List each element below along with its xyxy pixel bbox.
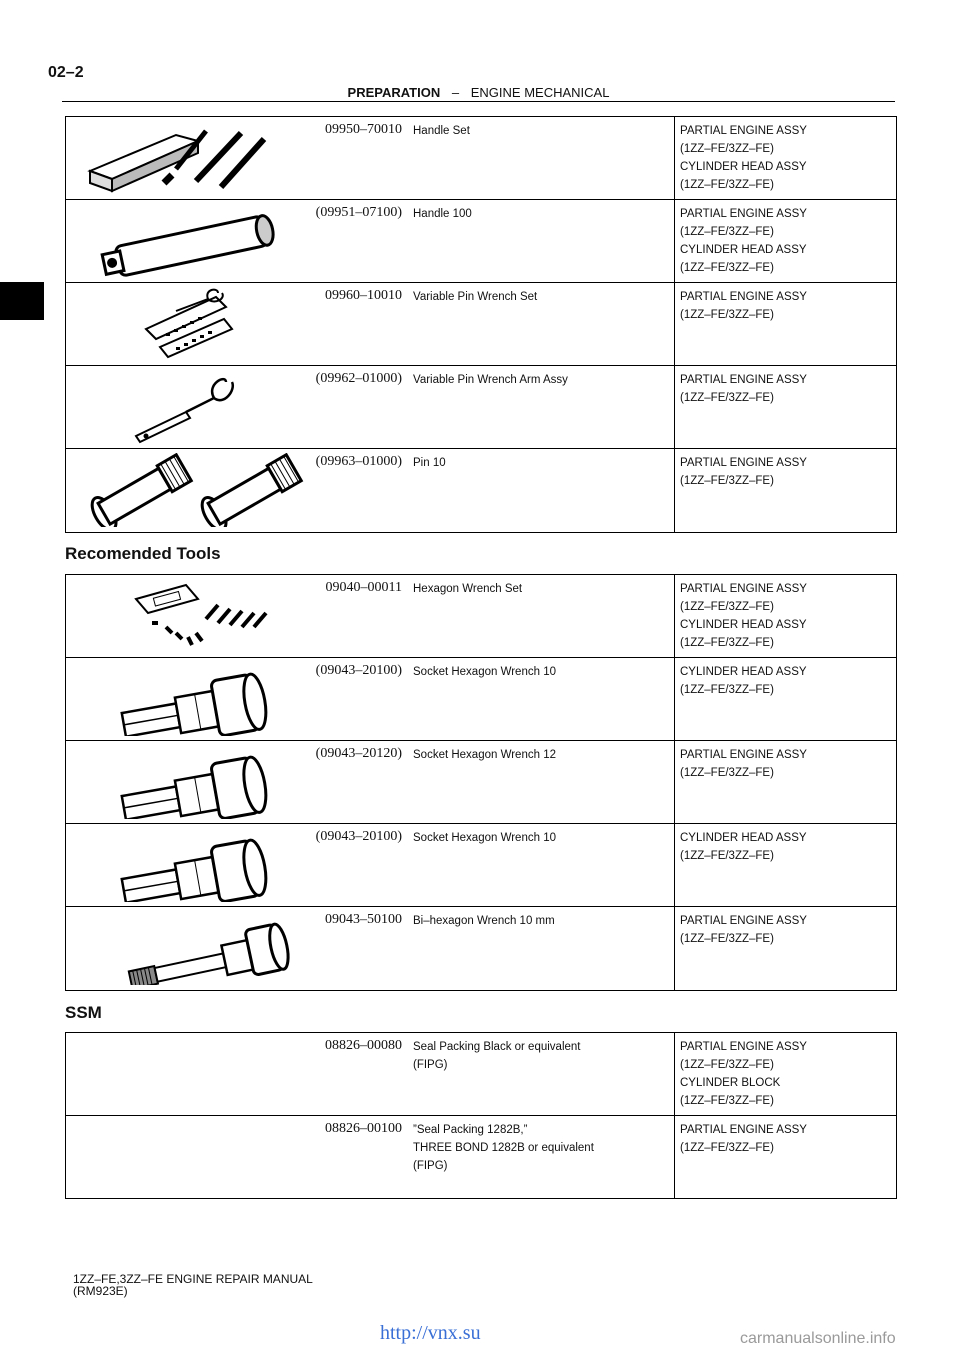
part-number: 08826–00100 bbox=[325, 1121, 402, 1136]
part-number: 08826–00080 bbox=[325, 1038, 402, 1053]
section-tab-marker bbox=[0, 282, 44, 320]
part-number: (09043–20120) bbox=[315, 746, 402, 761]
part-number: (09043–20100) bbox=[315, 663, 402, 678]
remark-line: (1ZZ–FE/3ZZ–FE) bbox=[680, 1142, 774, 1154]
remark-line: (1ZZ–FE/3ZZ–FE) bbox=[680, 226, 774, 238]
tool-name: Handle 100 bbox=[413, 208, 472, 220]
recommended-tools-table bbox=[65, 574, 897, 991]
tool-name: Handle Set bbox=[413, 125, 470, 137]
column-divider bbox=[674, 824, 675, 906]
recommended-tool-row bbox=[66, 824, 896, 907]
part-number: (09962–01000) bbox=[315, 371, 402, 386]
remark-line: (1ZZ–FE/3ZZ–FE) bbox=[680, 637, 774, 649]
ssm-heading: SSM bbox=[65, 1003, 102, 1022]
part-number: 09043–50100 bbox=[325, 912, 402, 927]
remark-line: PARTIAL ENGINE ASSY bbox=[680, 1041, 807, 1053]
recommended-tool-row bbox=[66, 907, 896, 990]
sst-table bbox=[65, 116, 897, 533]
part-number: (09963–01000) bbox=[315, 454, 402, 469]
column-divider bbox=[674, 117, 675, 199]
tool-name: Bi–hexagon Wrench 10 mm bbox=[413, 915, 555, 927]
remark-line: (1ZZ–FE/3ZZ–FE) bbox=[680, 179, 774, 191]
recommended-tool-row bbox=[66, 741, 896, 824]
remark bbox=[680, 122, 807, 194]
remark-line: PARTIAL ENGINE ASSY bbox=[680, 125, 807, 137]
part-number: 09040–00011 bbox=[325, 580, 402, 595]
header-rule bbox=[62, 101, 895, 102]
tool-name: Socket Hexagon Wrench 12 bbox=[413, 749, 556, 761]
ssm-row bbox=[66, 1116, 896, 1198]
remark bbox=[680, 746, 807, 782]
manual-title: 1ZZ–FE,3ZZ–FE ENGINE REPAIR MANUAL bbox=[73, 1272, 313, 1286]
recommended-tools-heading: Recomended Tools bbox=[65, 544, 221, 563]
remark-line: PARTIAL ENGINE ASSY bbox=[680, 457, 807, 469]
remark bbox=[680, 1038, 807, 1110]
remark bbox=[680, 205, 807, 277]
sst-row bbox=[66, 366, 896, 449]
tool-name: Variable Pin Wrench Arm Assy bbox=[413, 374, 568, 386]
remark-line: PARTIAL ENGINE ASSY bbox=[680, 583, 807, 595]
column-divider bbox=[674, 200, 675, 282]
remark-line: (1ZZ–FE/3ZZ–FE) bbox=[680, 475, 774, 487]
column-divider bbox=[674, 1033, 675, 1115]
column-divider bbox=[674, 283, 675, 365]
remark-line: PARTIAL ENGINE ASSY bbox=[680, 915, 807, 927]
remark bbox=[680, 454, 807, 490]
tool-name: Seal Packing Black or equivalent (FIPG) bbox=[413, 1041, 581, 1071]
remark-line: CYLINDER HEAD ASSY bbox=[680, 244, 807, 256]
remark-line: (1ZZ–FE/3ZZ–FE) bbox=[680, 850, 774, 862]
remark-line: (1ZZ–FE/3ZZ–FE) bbox=[680, 309, 774, 321]
tool-name: ”Seal Packing 1282B,” THREE BOND 1282B or equivalent (FIPG) bbox=[413, 1124, 594, 1172]
manual-code: (RM923E) bbox=[73, 1284, 128, 1298]
page-header bbox=[62, 85, 895, 100]
remark-line: (1ZZ–FE/3ZZ–FE) bbox=[680, 392, 774, 404]
recommended-tool-row bbox=[66, 575, 896, 658]
tool-name: Hexagon Wrench Set bbox=[413, 583, 523, 595]
section-title: PREPARATION bbox=[347, 85, 441, 100]
remark-line: CYLINDER HEAD ASSY bbox=[680, 832, 807, 844]
remark-line: CYLINDER HEAD ASSY bbox=[680, 161, 807, 173]
remark-line: (1ZZ–FE/3ZZ–FE) bbox=[680, 262, 774, 274]
column-divider bbox=[674, 1116, 675, 1198]
column-divider bbox=[674, 741, 675, 823]
sst-row bbox=[66, 200, 896, 283]
column-divider bbox=[674, 658, 675, 740]
remark-line: (1ZZ–FE/3ZZ–FE) bbox=[680, 1095, 774, 1107]
tool-name: Pin 10 bbox=[413, 457, 446, 469]
remark bbox=[680, 912, 807, 948]
watermark-link[interactable]: http://vnx.su bbox=[380, 1322, 481, 1344]
tool-name: Socket Hexagon Wrench 10 bbox=[413, 832, 556, 844]
remark-line: PARTIAL ENGINE ASSY bbox=[680, 749, 807, 761]
recommended-tool-row bbox=[66, 658, 896, 741]
part-number: (09951–07100) bbox=[315, 205, 402, 220]
column-divider bbox=[674, 366, 675, 448]
remark bbox=[680, 1121, 807, 1157]
page-number: 02–2 bbox=[48, 64, 84, 81]
remark-line: PARTIAL ENGINE ASSY bbox=[680, 291, 807, 303]
remark bbox=[680, 829, 807, 865]
part-number: (09043–20100) bbox=[315, 829, 402, 844]
remark-line: (1ZZ–FE/3ZZ–FE) bbox=[680, 767, 774, 779]
remark bbox=[680, 371, 807, 407]
remark-line: CYLINDER BLOCK bbox=[680, 1077, 781, 1089]
header-separator: – bbox=[451, 85, 460, 100]
sst-row bbox=[66, 449, 896, 532]
remark-line: PARTIAL ENGINE ASSY bbox=[680, 1124, 807, 1136]
remark-line: (1ZZ–FE/3ZZ–FE) bbox=[680, 143, 774, 155]
part-number: 09960–10010 bbox=[325, 288, 402, 303]
remark-line: PARTIAL ENGINE ASSY bbox=[680, 374, 807, 386]
ssm-table bbox=[65, 1032, 897, 1199]
sst-row bbox=[66, 117, 896, 200]
remark-line: (1ZZ–FE/3ZZ–FE) bbox=[680, 684, 774, 696]
remark-line: PARTIAL ENGINE ASSY bbox=[680, 208, 807, 220]
remark bbox=[680, 288, 807, 324]
remark bbox=[680, 663, 807, 699]
sst-row bbox=[66, 283, 896, 366]
remark-line: (1ZZ–FE/3ZZ–FE) bbox=[680, 601, 774, 613]
column-divider bbox=[674, 907, 675, 990]
watermark-site: carmanualsonline.info bbox=[740, 1330, 896, 1347]
ssm-row bbox=[66, 1033, 896, 1116]
subsection-title: ENGINE MECHANICAL bbox=[470, 85, 610, 100]
footer bbox=[73, 1273, 313, 1297]
column-divider bbox=[674, 575, 675, 657]
column-divider bbox=[674, 449, 675, 532]
part-number: 09950–70010 bbox=[325, 122, 402, 137]
tool-name: Socket Hexagon Wrench 10 bbox=[413, 666, 556, 678]
remark-line: (1ZZ–FE/3ZZ–FE) bbox=[680, 933, 774, 945]
remark-line: CYLINDER HEAD ASSY bbox=[680, 619, 807, 631]
remark-line: CYLINDER HEAD ASSY bbox=[680, 666, 807, 678]
remark-line: (1ZZ–FE/3ZZ–FE) bbox=[680, 1059, 774, 1071]
remark bbox=[680, 580, 807, 652]
tool-name: Variable Pin Wrench Set bbox=[413, 291, 538, 303]
